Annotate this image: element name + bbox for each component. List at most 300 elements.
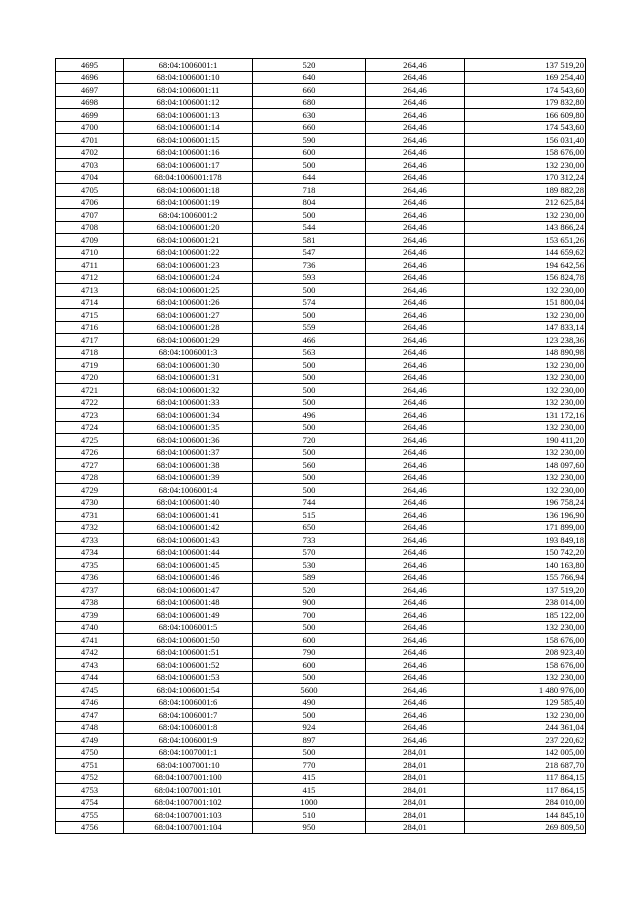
row-number-cell: 4699	[56, 109, 124, 122]
row-number-cell: 4740	[56, 621, 124, 634]
cadastral-number-cell: 68:04:1006001:47	[124, 584, 253, 597]
table-row	[56, 534, 586, 547]
table-row	[56, 546, 586, 559]
unit-price-cell: 264,46	[366, 671, 465, 684]
cadastral-value-cell: 170 312,24	[465, 171, 586, 184]
cadastral-number-cell: 68:04:1006001:34	[124, 409, 253, 422]
cadastral-value-cell: 132 230,00	[465, 159, 586, 172]
cadastral-value-cell: 148 890,98	[465, 346, 586, 359]
cadastral-number-cell: 68:04:1006001:54	[124, 684, 253, 697]
cadastral-number-cell: 68:04:1006001:52	[124, 659, 253, 672]
table-row	[56, 809, 586, 822]
table-row	[56, 746, 586, 759]
unit-price-cell: 264,46	[366, 471, 465, 484]
area-cell: 790	[253, 646, 366, 659]
cadastral-number-cell: 68:04:1006001:22	[124, 246, 253, 259]
cadastral-number-cell: 68:04:1006001:53	[124, 671, 253, 684]
row-number-cell: 4753	[56, 784, 124, 797]
row-number-cell: 4695	[56, 59, 124, 72]
row-number-cell: 4750	[56, 746, 124, 759]
cadastral-number-cell: 68:04:1006001:5	[124, 621, 253, 634]
row-number-cell: 4707	[56, 209, 124, 222]
cadastral-number-cell: 68:04:1006001:35	[124, 421, 253, 434]
table-row	[56, 396, 586, 409]
unit-price-cell: 264,46	[366, 384, 465, 397]
cadastral-number-cell: 68:04:1006001:32	[124, 384, 253, 397]
area-cell: 600	[253, 634, 366, 647]
row-number-cell: 4698	[56, 96, 124, 109]
table-row	[56, 371, 586, 384]
table-row	[56, 309, 586, 322]
cadastral-number-cell: 68:04:1006001:9	[124, 734, 253, 747]
area-cell: 718	[253, 184, 366, 197]
cadastral-value-cell: 158 676,00	[465, 634, 586, 647]
cadastral-value-cell: 190 411,20	[465, 434, 586, 447]
row-number-cell: 4744	[56, 671, 124, 684]
cadastral-value-cell: 132 230,00	[465, 209, 586, 222]
area-cell: 490	[253, 696, 366, 709]
unit-price-cell: 284,01	[366, 771, 465, 784]
cadastral-number-cell: 68:04:1006001:13	[124, 109, 253, 122]
unit-price-cell: 264,46	[366, 359, 465, 372]
cadastral-value-cell: 132 230,00	[465, 621, 586, 634]
cadastral-number-cell: 68:04:1006001:19	[124, 196, 253, 209]
table-row	[56, 596, 586, 609]
unit-price-cell: 284,01	[366, 746, 465, 759]
cadastral-value-cell: 140 163,80	[465, 559, 586, 572]
area-cell: 563	[253, 346, 366, 359]
table-row	[56, 96, 586, 109]
cadastral-number-cell: 68:04:1006001:33	[124, 396, 253, 409]
area-cell: 500	[253, 709, 366, 722]
table-row	[56, 321, 586, 334]
cadastral-number-cell: 68:04:1006001:30	[124, 359, 253, 372]
cadastral-value-cell: 137 519,20	[465, 59, 586, 72]
unit-price-cell: 264,46	[366, 271, 465, 284]
area-cell: 600	[253, 146, 366, 159]
row-number-cell: 4721	[56, 384, 124, 397]
row-number-cell: 4718	[56, 346, 124, 359]
cadastral-value-cell: 129 585,40	[465, 696, 586, 709]
table-row	[56, 759, 586, 772]
unit-price-cell: 264,46	[366, 184, 465, 197]
cadastral-number-cell: 68:04:1006001:42	[124, 521, 253, 534]
table-row	[56, 421, 586, 434]
cadastral-value-cell: 132 230,00	[465, 309, 586, 322]
unit-price-cell: 264,46	[366, 421, 465, 434]
row-number-cell: 4737	[56, 584, 124, 597]
area-cell: 570	[253, 546, 366, 559]
cadastral-number-cell: 68:04:1006001:17	[124, 159, 253, 172]
cadastral-number-cell: 68:04:1006001:50	[124, 634, 253, 647]
unit-price-cell: 264,46	[366, 146, 465, 159]
row-number-cell: 4741	[56, 634, 124, 647]
cadastral-number-cell: 68:04:1006001:18	[124, 184, 253, 197]
area-cell: 500	[253, 159, 366, 172]
row-number-cell: 4745	[56, 684, 124, 697]
table-row	[56, 384, 586, 397]
unit-price-cell: 264,46	[366, 171, 465, 184]
row-number-cell: 4739	[56, 609, 124, 622]
unit-price-cell: 264,46	[366, 446, 465, 459]
unit-price-cell: 264,46	[366, 521, 465, 534]
cadastral-number-cell: 68:04:1006001:39	[124, 471, 253, 484]
row-number-cell: 4747	[56, 709, 124, 722]
cadastral-value-cell: 132 230,00	[465, 371, 586, 384]
cadastral-number-cell: 68:04:1007001:1	[124, 746, 253, 759]
table-row	[56, 559, 586, 572]
row-number-cell: 4712	[56, 271, 124, 284]
row-number-cell: 4719	[56, 359, 124, 372]
table-row	[56, 446, 586, 459]
table-row	[56, 584, 586, 597]
unit-price-cell: 264,46	[366, 459, 465, 472]
unit-price-cell: 264,46	[366, 296, 465, 309]
row-number-cell: 4725	[56, 434, 124, 447]
area-cell: 700	[253, 609, 366, 622]
cadastral-value-cell: 136 196,90	[465, 509, 586, 522]
area-cell: 530	[253, 559, 366, 572]
row-number-cell: 4706	[56, 196, 124, 209]
cadastral-value-cell: 142 005,00	[465, 746, 586, 759]
cadastral-value-cell: 237 220,62	[465, 734, 586, 747]
cadastral-value-cell: 132 230,00	[465, 471, 586, 484]
table-row	[56, 196, 586, 209]
area-cell: 544	[253, 221, 366, 234]
unit-price-cell: 264,46	[366, 596, 465, 609]
table-row	[56, 221, 586, 234]
unit-price-cell: 264,46	[366, 509, 465, 522]
table-row	[56, 671, 586, 684]
unit-price-cell: 264,46	[366, 346, 465, 359]
area-cell: 500	[253, 209, 366, 222]
unit-price-cell: 264,46	[366, 309, 465, 322]
table-row	[56, 71, 586, 84]
cadastral-number-cell: 68:04:1006001:43	[124, 534, 253, 547]
area-cell: 5600	[253, 684, 366, 697]
unit-price-cell: 264,46	[366, 321, 465, 334]
cadastral-value-cell: 132 230,00	[465, 484, 586, 497]
table-row	[56, 659, 586, 672]
cadastral-number-cell: 68:04:1006001:27	[124, 309, 253, 322]
area-cell: 630	[253, 109, 366, 122]
row-number-cell: 4696	[56, 71, 124, 84]
unit-price-cell: 264,46	[366, 196, 465, 209]
area-cell: 415	[253, 784, 366, 797]
cadastral-number-cell: 68:04:1006001:51	[124, 646, 253, 659]
area-cell: 736	[253, 259, 366, 272]
unit-price-cell: 264,46	[366, 121, 465, 134]
unit-price-cell: 264,46	[366, 659, 465, 672]
row-number-cell: 4720	[56, 371, 124, 384]
cadastral-number-cell: 68:04:1006001:40	[124, 496, 253, 509]
cadastral-number-cell: 68:04:1006001:38	[124, 459, 253, 472]
row-number-cell: 4749	[56, 734, 124, 747]
row-number-cell: 4732	[56, 521, 124, 534]
area-cell: 520	[253, 584, 366, 597]
area-cell: 590	[253, 134, 366, 147]
row-number-cell: 4710	[56, 246, 124, 259]
area-cell: 496	[253, 409, 366, 422]
cadastral-number-cell: 68:04:1006001:45	[124, 559, 253, 572]
row-number-cell: 4754	[56, 796, 124, 809]
table-row	[56, 509, 586, 522]
table-row	[56, 246, 586, 259]
unit-price-cell: 264,46	[366, 709, 465, 722]
area-cell: 644	[253, 171, 366, 184]
table-row	[56, 471, 586, 484]
table-row	[56, 334, 586, 347]
table-row	[56, 259, 586, 272]
cadastral-number-cell: 68:04:1006001:178	[124, 171, 253, 184]
unit-price-cell: 264,46	[366, 584, 465, 597]
unit-price-cell: 264,46	[366, 109, 465, 122]
row-number-cell: 4703	[56, 159, 124, 172]
cadastral-value-cell: 194 642,56	[465, 259, 586, 272]
row-number-cell: 4746	[56, 696, 124, 709]
unit-price-cell: 264,46	[366, 234, 465, 247]
area-cell: 500	[253, 746, 366, 759]
unit-price-cell: 264,46	[366, 734, 465, 747]
cadastral-number-cell: 68:04:1006001:7	[124, 709, 253, 722]
cadastral-number-cell: 68:04:1007001:103	[124, 809, 253, 822]
cadastral-value-cell: 144 845,10	[465, 809, 586, 822]
cadastral-number-cell: 68:04:1006001:31	[124, 371, 253, 384]
area-cell: 415	[253, 771, 366, 784]
cadastral-number-cell: 68:04:1006001:2	[124, 209, 253, 222]
cadastral-number-cell: 68:04:1006001:28	[124, 321, 253, 334]
unit-price-cell: 264,46	[366, 559, 465, 572]
cadastral-value-cell: 212 625,84	[465, 196, 586, 209]
cadastral-value-cell: 218 687,70	[465, 759, 586, 772]
cadastral-value-cell: 132 230,00	[465, 359, 586, 372]
area-cell: 500	[253, 484, 366, 497]
cadastral-value-cell: 179 832,80	[465, 96, 586, 109]
row-number-cell: 4731	[56, 509, 124, 522]
row-number-cell: 4701	[56, 134, 124, 147]
area-cell: 589	[253, 571, 366, 584]
cadastral-value-cell: 238 014,00	[465, 596, 586, 609]
area-cell: 744	[253, 496, 366, 509]
cadastral-number-cell: 68:04:1006001:49	[124, 609, 253, 622]
unit-price-cell: 264,46	[366, 159, 465, 172]
area-cell: 593	[253, 271, 366, 284]
table-row	[56, 571, 586, 584]
cadastral-number-cell: 68:04:1006001:16	[124, 146, 253, 159]
cadastral-value-cell: 132 230,00	[465, 284, 586, 297]
row-number-cell: 4717	[56, 334, 124, 347]
row-number-cell: 4752	[56, 771, 124, 784]
area-cell: 500	[253, 446, 366, 459]
area-cell: 950	[253, 821, 366, 834]
area-cell: 720	[253, 434, 366, 447]
cadastral-value-cell: 284 010,00	[465, 796, 586, 809]
table-row	[56, 346, 586, 359]
area-cell: 500	[253, 471, 366, 484]
cadastral-value-cell: 132 230,00	[465, 384, 586, 397]
cadastral-number-cell: 68:04:1007001:10	[124, 759, 253, 772]
unit-price-cell: 264,46	[366, 221, 465, 234]
cadastral-value-cell: 174 543,60	[465, 121, 586, 134]
cadastral-number-cell: 68:04:1006001:23	[124, 259, 253, 272]
cadastral-number-cell: 68:04:1007001:101	[124, 784, 253, 797]
table-row	[56, 521, 586, 534]
row-number-cell: 4735	[56, 559, 124, 572]
cadastral-number-cell: 68:04:1006001:8	[124, 721, 253, 734]
cadastral-value-cell: 137 519,20	[465, 584, 586, 597]
table-row	[56, 59, 586, 72]
cadastral-number-cell: 68:04:1007001:104	[124, 821, 253, 834]
unit-price-cell: 264,46	[366, 134, 465, 147]
cadastral-value-cell: 155 766,94	[465, 571, 586, 584]
table-row	[56, 159, 586, 172]
area-cell: 581	[253, 234, 366, 247]
unit-price-cell: 264,46	[366, 96, 465, 109]
row-number-cell: 4705	[56, 184, 124, 197]
unit-price-cell: 284,01	[366, 796, 465, 809]
row-number-cell: 4708	[56, 221, 124, 234]
table-row	[56, 134, 586, 147]
cadastral-number-cell: 68:04:1006001:29	[124, 334, 253, 347]
area-cell: 897	[253, 734, 366, 747]
area-cell: 680	[253, 96, 366, 109]
cadastral-number-cell: 68:04:1006001:46	[124, 571, 253, 584]
row-number-cell: 4742	[56, 646, 124, 659]
cadastral-number-cell: 68:04:1006001:6	[124, 696, 253, 709]
cadastral-value-cell: 189 882,28	[465, 184, 586, 197]
unit-price-cell: 264,46	[366, 71, 465, 84]
unit-price-cell: 264,46	[366, 371, 465, 384]
table-row	[56, 109, 586, 122]
table-body	[56, 59, 586, 834]
table-row	[56, 796, 586, 809]
table-row	[56, 496, 586, 509]
cadastral-value-cell: 148 097,60	[465, 459, 586, 472]
cadastral-number-cell: 68:04:1006001:4	[124, 484, 253, 497]
table-row	[56, 121, 586, 134]
cadastral-value-cell: 269 809,50	[465, 821, 586, 834]
unit-price-cell: 284,01	[366, 784, 465, 797]
table-row	[56, 771, 586, 784]
row-number-cell: 4734	[56, 546, 124, 559]
cadastral-value-cell: 132 230,00	[465, 421, 586, 434]
cadastral-number-cell: 68:04:1006001:37	[124, 446, 253, 459]
cadastral-number-cell: 68:04:1006001:11	[124, 84, 253, 97]
cadastral-number-cell: 68:04:1007001:100	[124, 771, 253, 784]
cadastral-value-cell: 132 230,00	[465, 709, 586, 722]
cadastral-number-cell: 68:04:1006001:21	[124, 234, 253, 247]
row-number-cell: 4728	[56, 471, 124, 484]
cadastral-value-cell: 196 758,24	[465, 496, 586, 509]
unit-price-cell: 264,46	[366, 409, 465, 422]
row-number-cell: 4748	[56, 721, 124, 734]
area-cell: 500	[253, 421, 366, 434]
area-cell: 1000	[253, 796, 366, 809]
cadastral-value-cell: 244 361,04	[465, 721, 586, 734]
area-cell: 650	[253, 521, 366, 534]
cadastral-value-cell: 123 238,36	[465, 334, 586, 347]
area-cell: 574	[253, 296, 366, 309]
area-cell: 500	[253, 384, 366, 397]
cadastral-value-cell: 171 899,00	[465, 521, 586, 534]
cadastral-value-cell: 150 742,20	[465, 546, 586, 559]
table-row	[56, 234, 586, 247]
area-cell: 500	[253, 309, 366, 322]
unit-price-cell: 284,01	[366, 759, 465, 772]
table-row	[56, 271, 586, 284]
area-cell: 500	[253, 621, 366, 634]
cadastral-number-cell: 68:04:1006001:20	[124, 221, 253, 234]
cadastral-value-cell: 174 543,60	[465, 84, 586, 97]
table-row	[56, 434, 586, 447]
unit-price-cell: 284,01	[366, 809, 465, 822]
unit-price-cell: 264,46	[366, 646, 465, 659]
area-cell: 733	[253, 534, 366, 547]
unit-price-cell: 284,01	[366, 821, 465, 834]
cadastral-value-cell: 132 230,00	[465, 446, 586, 459]
table-row	[56, 734, 586, 747]
cadastral-number-cell: 68:04:1006001:12	[124, 96, 253, 109]
cadastral-value-table	[55, 58, 586, 834]
table-row	[56, 284, 586, 297]
table-row	[56, 84, 586, 97]
area-cell: 770	[253, 759, 366, 772]
unit-price-cell: 264,46	[366, 259, 465, 272]
cadastral-number-cell: 68:04:1006001:14	[124, 121, 253, 134]
row-number-cell: 4755	[56, 809, 124, 822]
area-cell: 500	[253, 371, 366, 384]
table-row	[56, 171, 586, 184]
area-cell: 500	[253, 396, 366, 409]
row-number-cell: 4724	[56, 421, 124, 434]
area-cell: 510	[253, 809, 366, 822]
unit-price-cell: 264,46	[366, 434, 465, 447]
row-number-cell: 4700	[56, 121, 124, 134]
area-cell: 500	[253, 671, 366, 684]
row-number-cell: 4714	[56, 296, 124, 309]
cadastral-number-cell: 68:04:1006001:26	[124, 296, 253, 309]
cadastral-value-cell: 169 254,40	[465, 71, 586, 84]
cadastral-number-cell: 68:04:1006001:36	[124, 434, 253, 447]
unit-price-cell: 264,46	[366, 721, 465, 734]
row-number-cell: 4743	[56, 659, 124, 672]
row-number-cell: 4738	[56, 596, 124, 609]
row-number-cell: 4711	[56, 259, 124, 272]
row-number-cell: 4733	[56, 534, 124, 547]
unit-price-cell: 264,46	[366, 59, 465, 72]
unit-price-cell: 264,46	[366, 334, 465, 347]
row-number-cell: 4730	[56, 496, 124, 509]
unit-price-cell: 264,46	[366, 84, 465, 97]
unit-price-cell: 264,46	[366, 696, 465, 709]
unit-price-cell: 264,46	[366, 621, 465, 634]
table-row	[56, 721, 586, 734]
cadastral-value-cell: 132 230,00	[465, 396, 586, 409]
cadastral-number-cell: 68:04:1006001:3	[124, 346, 253, 359]
row-number-cell: 4704	[56, 171, 124, 184]
unit-price-cell: 264,46	[366, 609, 465, 622]
table-row	[56, 484, 586, 497]
row-number-cell: 4722	[56, 396, 124, 409]
table-row	[56, 609, 586, 622]
cadastral-value-cell: 158 676,00	[465, 146, 586, 159]
area-cell: 500	[253, 359, 366, 372]
cadastral-number-cell: 68:04:1006001:25	[124, 284, 253, 297]
cadastral-value-cell: 143 866,24	[465, 221, 586, 234]
table-row	[56, 296, 586, 309]
unit-price-cell: 264,46	[366, 534, 465, 547]
area-cell: 560	[253, 459, 366, 472]
